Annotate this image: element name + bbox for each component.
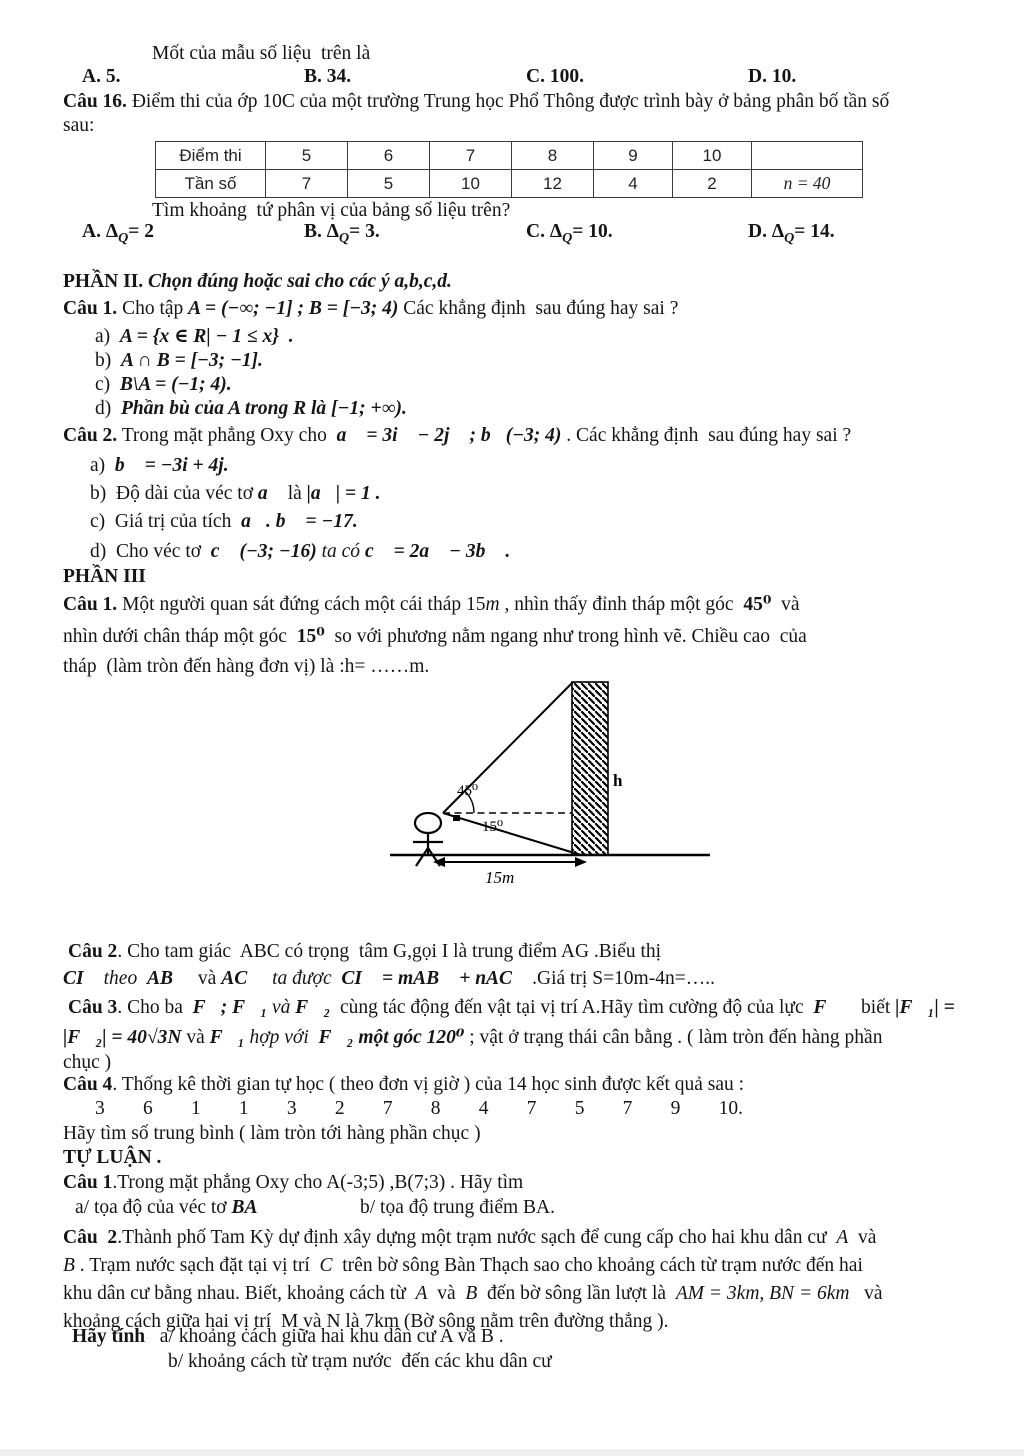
text-segment: Câu 2. [63,425,118,446]
text-segment: Câu 1. [63,594,118,615]
text-segment: .Giá trị S=10m-4n=….. [527,968,715,989]
text-segment: Phần bù của A trong R là [−1; +∞). [121,398,407,419]
text-segment: A = {x ∈ R| − 1 ≤ x} . [119,326,294,347]
text-segment: |F⃗₁| = [895,997,955,1018]
text-segment: nhìn dưới chân tháp một góc [63,626,297,647]
text-segment: c⃗ (−3; −16) [210,541,317,562]
text-segment: là [282,483,307,504]
text-segment: sau: [63,115,95,136]
part3-q3-line2 [63,1026,882,1050]
text-segment: và [427,1283,466,1304]
text-segment: . Các khẳng định sau đúng hay sai ? [561,425,852,446]
text-segment: ; vật ở trạng thái cân bằng . ( làm tròn đến hàng phần [464,1027,883,1048]
text-segment: A. 5. [82,66,121,87]
text-segment: d) [95,398,121,419]
text-segment: = 10. [572,221,613,242]
text-segment: Hãy tìm số trung bình ( làm tròn tới hàng phần chục ) [63,1123,481,1144]
tuluan-q1-task-b [360,1196,555,1220]
text-segment: 45⁰ [743,594,772,615]
answer-row-q16 [63,221,983,246]
text-segment: Δ [549,221,563,242]
text-segment: đến bờ sông lần lượt là [477,1283,676,1304]
text-segment: a⃗ [257,483,283,504]
text-segment: B [465,1283,478,1304]
table-cell: 4 [594,170,673,198]
text-segment: A [836,1227,849,1248]
text-segment: = 2 [128,221,154,242]
text-segment: Độ dài của véc tơ [116,483,258,504]
text-segment: CI⃗ = mAB⃗ + nAC⃗ [341,968,528,989]
text-segment: PHẦN II. [63,271,149,292]
text-segment: A = (−∞; −1] ; B = [−3; 4) [188,298,399,319]
text-segment: Câu 16. [63,91,127,112]
text-segment: một góc 120⁰ [353,1027,465,1048]
text-segment: theo [98,968,147,989]
question-16-prompt [152,199,510,223]
text-segment: tháp (làm tròn đến hàng đơn vị) là :h= ……m. [63,656,430,677]
text-segment: 1 [238,1098,249,1119]
table-row-frequency [156,170,863,198]
table-cell: 6 [348,142,430,170]
text-segment: Câu 4 [63,1074,113,1095]
part3-q2-line1 [68,940,661,964]
tuluan-q2-task-b [168,1350,552,1374]
text-segment: C [319,1255,333,1276]
text-segment: b/ tọa độ trung điểm BA. [360,1197,555,1218]
table-cell: 9 [594,142,673,170]
text-segment: B\A = (−1; 4). [119,374,232,395]
text-segment: Mốt của mẫu số liệu trên là [152,43,371,64]
question-16-stem-cont [63,114,94,138]
text-segment: Chọn đúng hoặc sai cho các ý a,b,c,d. [148,271,452,292]
text-segment: và [181,1027,210,1048]
question-mode-stem [152,42,370,66]
text-segment: biết [841,997,896,1018]
text-segment: b) [90,483,116,504]
text-segment: và [848,1227,877,1248]
angle-marker [453,815,460,821]
text-segment: Δ [105,221,119,242]
text-segment: Trong mặt phẳng Oxy cho [117,425,337,446]
text-segment: a) [95,326,120,347]
text-segment: b/ khoảng cách từ trạm nước đến các khu dân cư [168,1351,552,1372]
answer-option-d [729,66,796,88]
text-segment: Câu 2 [68,941,118,962]
text-segment: . Cho tam giác ABC có trọng tâm G,gọi I là trung điểm AG .Biểu thị [117,941,662,962]
part2-q1-item-b [95,349,263,373]
text-segment: Q [562,229,573,246]
text-segment: A [415,1283,428,1304]
part3-heading [63,565,146,589]
answer-option-c [507,66,729,88]
text-segment: so với phương nằm ngang như trong hình vẽ. Chiều cao của [324,626,807,647]
text-segment: Tìm khoảng tứ phân vị của bảng số liệu trên? [152,200,511,221]
text-segment: chục ) [63,1052,112,1073]
text-segment: B. 34. [304,66,352,87]
text-segment: B. [304,221,327,242]
text-segment: 15⁰ [296,626,325,647]
text-segment: B [63,1255,75,1276]
text-segment: = 3. [349,221,380,242]
tower-figure [385,676,715,900]
text-segment: C. [526,221,550,242]
tuluan-q2-line3 [63,1282,883,1306]
text-segment: BA⃗ [231,1197,273,1218]
text-segment: hợp với [244,1027,319,1048]
part3-q1-line2 [63,625,807,649]
table-cell: 5 [348,170,430,198]
answer-option-a [63,221,285,246]
text-segment: c⃗ = 2a⃗ − 3b⃗ . [364,541,511,562]
text-segment: và [849,1283,883,1304]
text-segment: Q [118,229,129,246]
text-segment: 8 [430,1098,441,1119]
text-segment: A. [82,221,106,242]
text-segment: b) [95,350,121,371]
text-segment: Hãy tính [72,1326,146,1347]
text-segment: a/ khoảng cách giữa hai khu dân cư A và B . [145,1326,504,1347]
text-segment: AM = 3km, BN = 6km [675,1283,850,1304]
text-segment: AC⃗ [221,968,263,989]
text-segment: 4 [478,1098,489,1119]
table-cell: 7 [430,142,512,170]
tuluan-heading [63,1146,161,1170]
part2-q2-item-a [90,454,229,478]
text-segment: 6 [142,1098,153,1119]
text-segment: Δ [326,221,339,242]
text-segment: và [188,968,222,989]
text-segment: PHẦN III [63,566,146,587]
tuluan-q1-task-a [75,1196,273,1220]
table-cell: 10 [430,170,512,198]
text-segment: và [771,594,800,615]
text-segment: .Trong mặt phẳng Oxy cho A(-3;5) ,B(7;3) . Hãy tìm [112,1172,524,1193]
part2-q1-item-d [95,397,407,421]
table-cell: 8 [512,142,594,170]
text-segment: F⃗ [813,997,842,1018]
tuluan-q2-line2 [63,1254,863,1278]
page-bottom-edge [0,1449,1024,1456]
text-segment: 3 [286,1098,297,1119]
text-segment: Câu 1 [63,1172,113,1193]
part2-q1-stem [63,297,678,321]
text-segment: 10. [718,1098,743,1119]
tuluan-q1-stem [63,1171,523,1195]
text-segment: F⃗₂ [295,997,331,1018]
text-segment: a⃗. b⃗ = −17. [241,511,358,532]
text-segment: khu dân cư bằng nhau. Biết, khoảng cách từ [63,1283,416,1304]
part3-q1-line1 [63,593,800,617]
table-cell: 2 [673,170,752,198]
answer-option-b [285,221,507,246]
text-segment: c) [95,374,120,395]
text-segment: . Thống kê thời gian tự học ( theo đơn vị giờ ) của 14 học sinh được kết quả sau : [112,1074,745,1095]
height-label: h [613,771,623,790]
distance-label: 15m [485,868,515,887]
text-segment: trên bờ sông Bàn Thạch sao cho khoảng cách từ trạm nước đến hai [332,1255,863,1276]
text-segment: Q [784,229,795,246]
text-segment: D. 10. [748,66,797,87]
text-segment: a/ tọa độ của véc tơ [75,1197,232,1218]
part2-q2-item-b [90,482,381,506]
angle-label-45: 45⁰ [457,783,479,799]
text-segment: Câu 1. [63,298,118,319]
tuluan-q2-task-a [72,1325,504,1349]
text-segment: Một người quan sát đứng cách một cái tháp 15 [117,594,486,615]
text-segment: 2 [334,1098,345,1119]
part3-q4-data-values [95,1098,743,1120]
part3-q4-stem [63,1073,744,1097]
text-segment: c) [90,511,115,532]
text-segment: cùng tác động đến vật tại vị trí A.Hãy tìm cường độ của lực [330,997,814,1018]
text-segment: Câu 2 [63,1227,118,1248]
text-segment: .Thành phố Tam Kỳ dự định xây dựng một trạm nước sạch để cung cấp cho hai khu dân cư [117,1227,837,1248]
text-segment: CI⃗ [63,968,99,989]
tower [572,682,608,855]
answer-option-a [63,66,285,88]
table-cell-total: n = 40 [752,170,863,198]
text-segment: a⃗ = 3i⃗ − 2j⃗ ; b⃗(−3; 4) [336,425,562,446]
text-segment: TỰ LUẬN . [63,1147,162,1168]
text-segment: Điểm thi của ớp 10C của một trường Trung học Phổ Thông được trình bày ở bảng phân bố tần số [126,91,890,112]
text-segment: = 14. [794,221,835,242]
text-segment: , nhìn thấy đỉnh tháp một góc [499,594,744,615]
observer-head [415,813,441,833]
text-segment: Δ [771,221,785,242]
text-segment: . Trạm nước sạch đặt tại vị trí [74,1255,320,1276]
part2-q1-item-a [95,325,294,349]
text-segment: C. 100. [526,66,584,87]
table-cell: 12 [512,170,594,198]
table-header-score: Điểm thi [156,142,266,170]
text-segment: F⃗; F⃗₁ [192,997,268,1018]
answer-row-mode [63,66,983,88]
text-segment: m [485,594,500,615]
text-segment: 7 [382,1098,393,1119]
part2-heading [63,270,452,294]
text-segment: A ∩ B = [−3; −1]. [121,350,263,371]
text-segment: |F⃗₂| = 40√3N [63,1027,182,1048]
text-segment: d) [90,541,116,562]
observer-figure [413,813,443,866]
text-segment: 7 [526,1098,537,1119]
part2-q2-stem [63,424,851,448]
table-cell: 7 [266,170,348,198]
text-segment: Cho tập [117,298,189,319]
text-segment: AB⃗ [146,968,189,989]
answer-option-c [507,221,729,246]
text-segment: Giá trị của tích [114,511,242,532]
part3-q1-line3 [63,655,429,679]
text-segment: Cho véc tơ [116,541,211,562]
text-segment: ta có [316,541,365,562]
question-16-stem [63,90,889,114]
table-row-scores [156,142,863,170]
text-segment: F⃗₁ [209,1027,245,1048]
text-segment: |a⃗| = 1 . [306,483,381,504]
table-header-frequency: Tần số [156,170,266,198]
text-segment: 9 [670,1098,681,1119]
text-segment: khoảng cách giữa hai vị trí M và N là 7km (Bờ sông nằm trên đường thẳng ). [63,1311,669,1332]
angle-label-15: 15⁰ [482,819,504,835]
text-segment: Câu 3 [68,997,118,1018]
text-segment: 5 [574,1098,585,1119]
table-cell: 5 [266,142,348,170]
answer-option-b [285,66,507,88]
text-segment: . Cho ba [117,997,193,1018]
part2-q1-item-c [95,373,232,397]
text-segment: 1 [190,1098,201,1119]
text-segment: Các khẳng định sau đúng hay sai ? [398,298,679,319]
part3-q3-line1 [68,996,955,1020]
part3-q3-line3 [63,1051,111,1075]
text-segment: 7 [622,1098,633,1119]
text-segment: a) [90,455,115,476]
table-cell: 10 [673,142,752,170]
sight-line-down [443,813,581,855]
distance-arrow [433,857,587,867]
table-cell-empty [752,142,863,170]
text-segment: và [267,997,296,1018]
frequency-table [155,141,863,198]
tuluan-q2-line1 [63,1226,876,1250]
part3-q2-line2 [63,967,715,991]
text-segment: Q [339,229,350,246]
text-segment: b⃗ = −3i + 4j. [114,455,229,476]
part2-q2-item-c [90,510,358,534]
part3-q4-note [63,1122,481,1146]
text-segment: D. [748,221,772,242]
text-segment: 3 [95,1098,105,1119]
answer-option-d [729,221,835,246]
text-segment: ta được [262,968,342,989]
text-segment: F⃗₂ [318,1027,354,1048]
part2-q2-item-d [90,540,510,564]
